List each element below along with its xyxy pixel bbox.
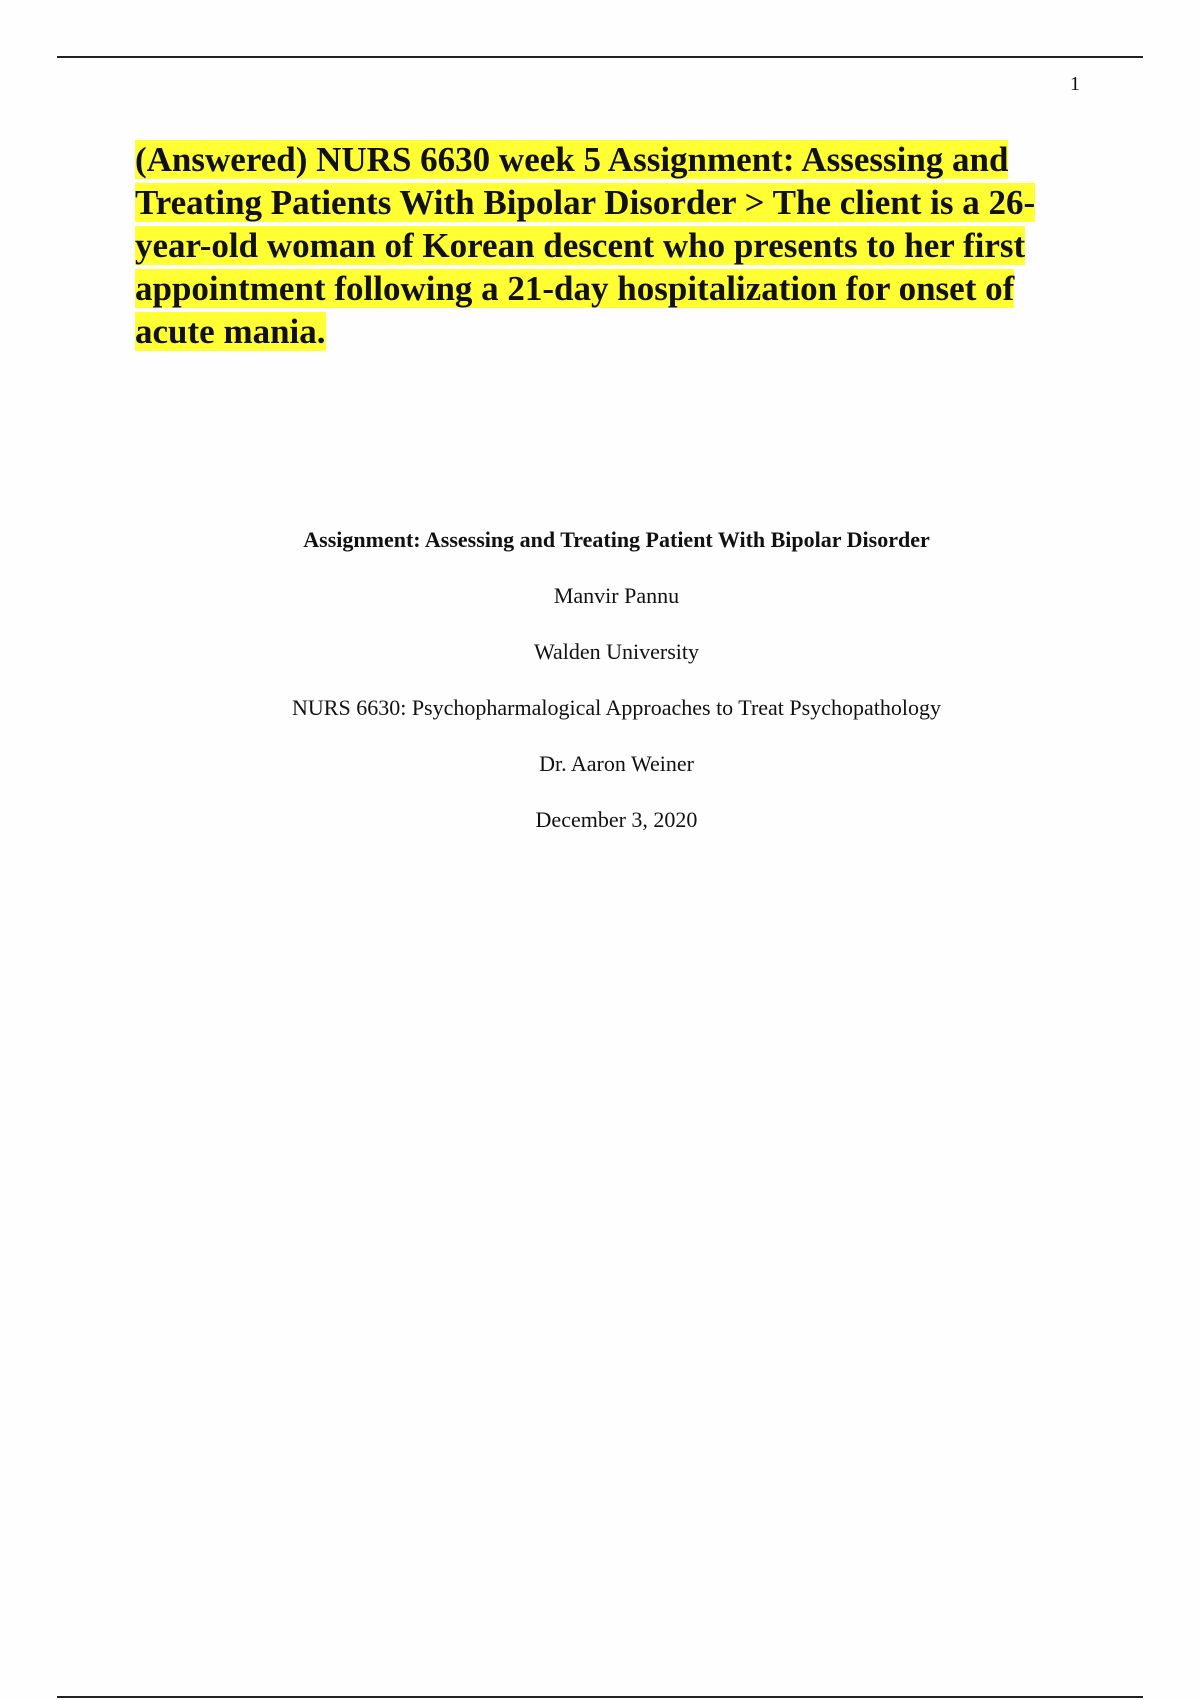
title-page-block [0, 526, 1200, 862]
author-name: Manvir Pannu [553, 583, 680, 608]
headline-text: (Answered) NURS 6630 week 5 Assignment: Assessing and Treating Patients With Bipolar Disorder > The client is a 26-year-old woman of Korean descent who presents to her first appointment following a 21-day hospitalization for onset of acute mania. [135, 140, 1036, 351]
course-name: NURS 6630: Psychopharmalogical Approaches to Treat Psychopathology [292, 695, 941, 720]
bottom-rule [57, 1696, 1143, 1698]
paper-title: Assignment: Assessing and Treating Patient With Bipolar Disorder [303, 527, 930, 552]
submission-date: December 3, 2020 [535, 807, 698, 832]
highlighted-headline [135, 138, 1095, 353]
page-number: 1 [1070, 73, 1080, 95]
institution-name: Walden University [533, 639, 700, 664]
instructor-name: Dr. Aaron Weiner [539, 751, 694, 776]
top-rule [57, 56, 1143, 58]
